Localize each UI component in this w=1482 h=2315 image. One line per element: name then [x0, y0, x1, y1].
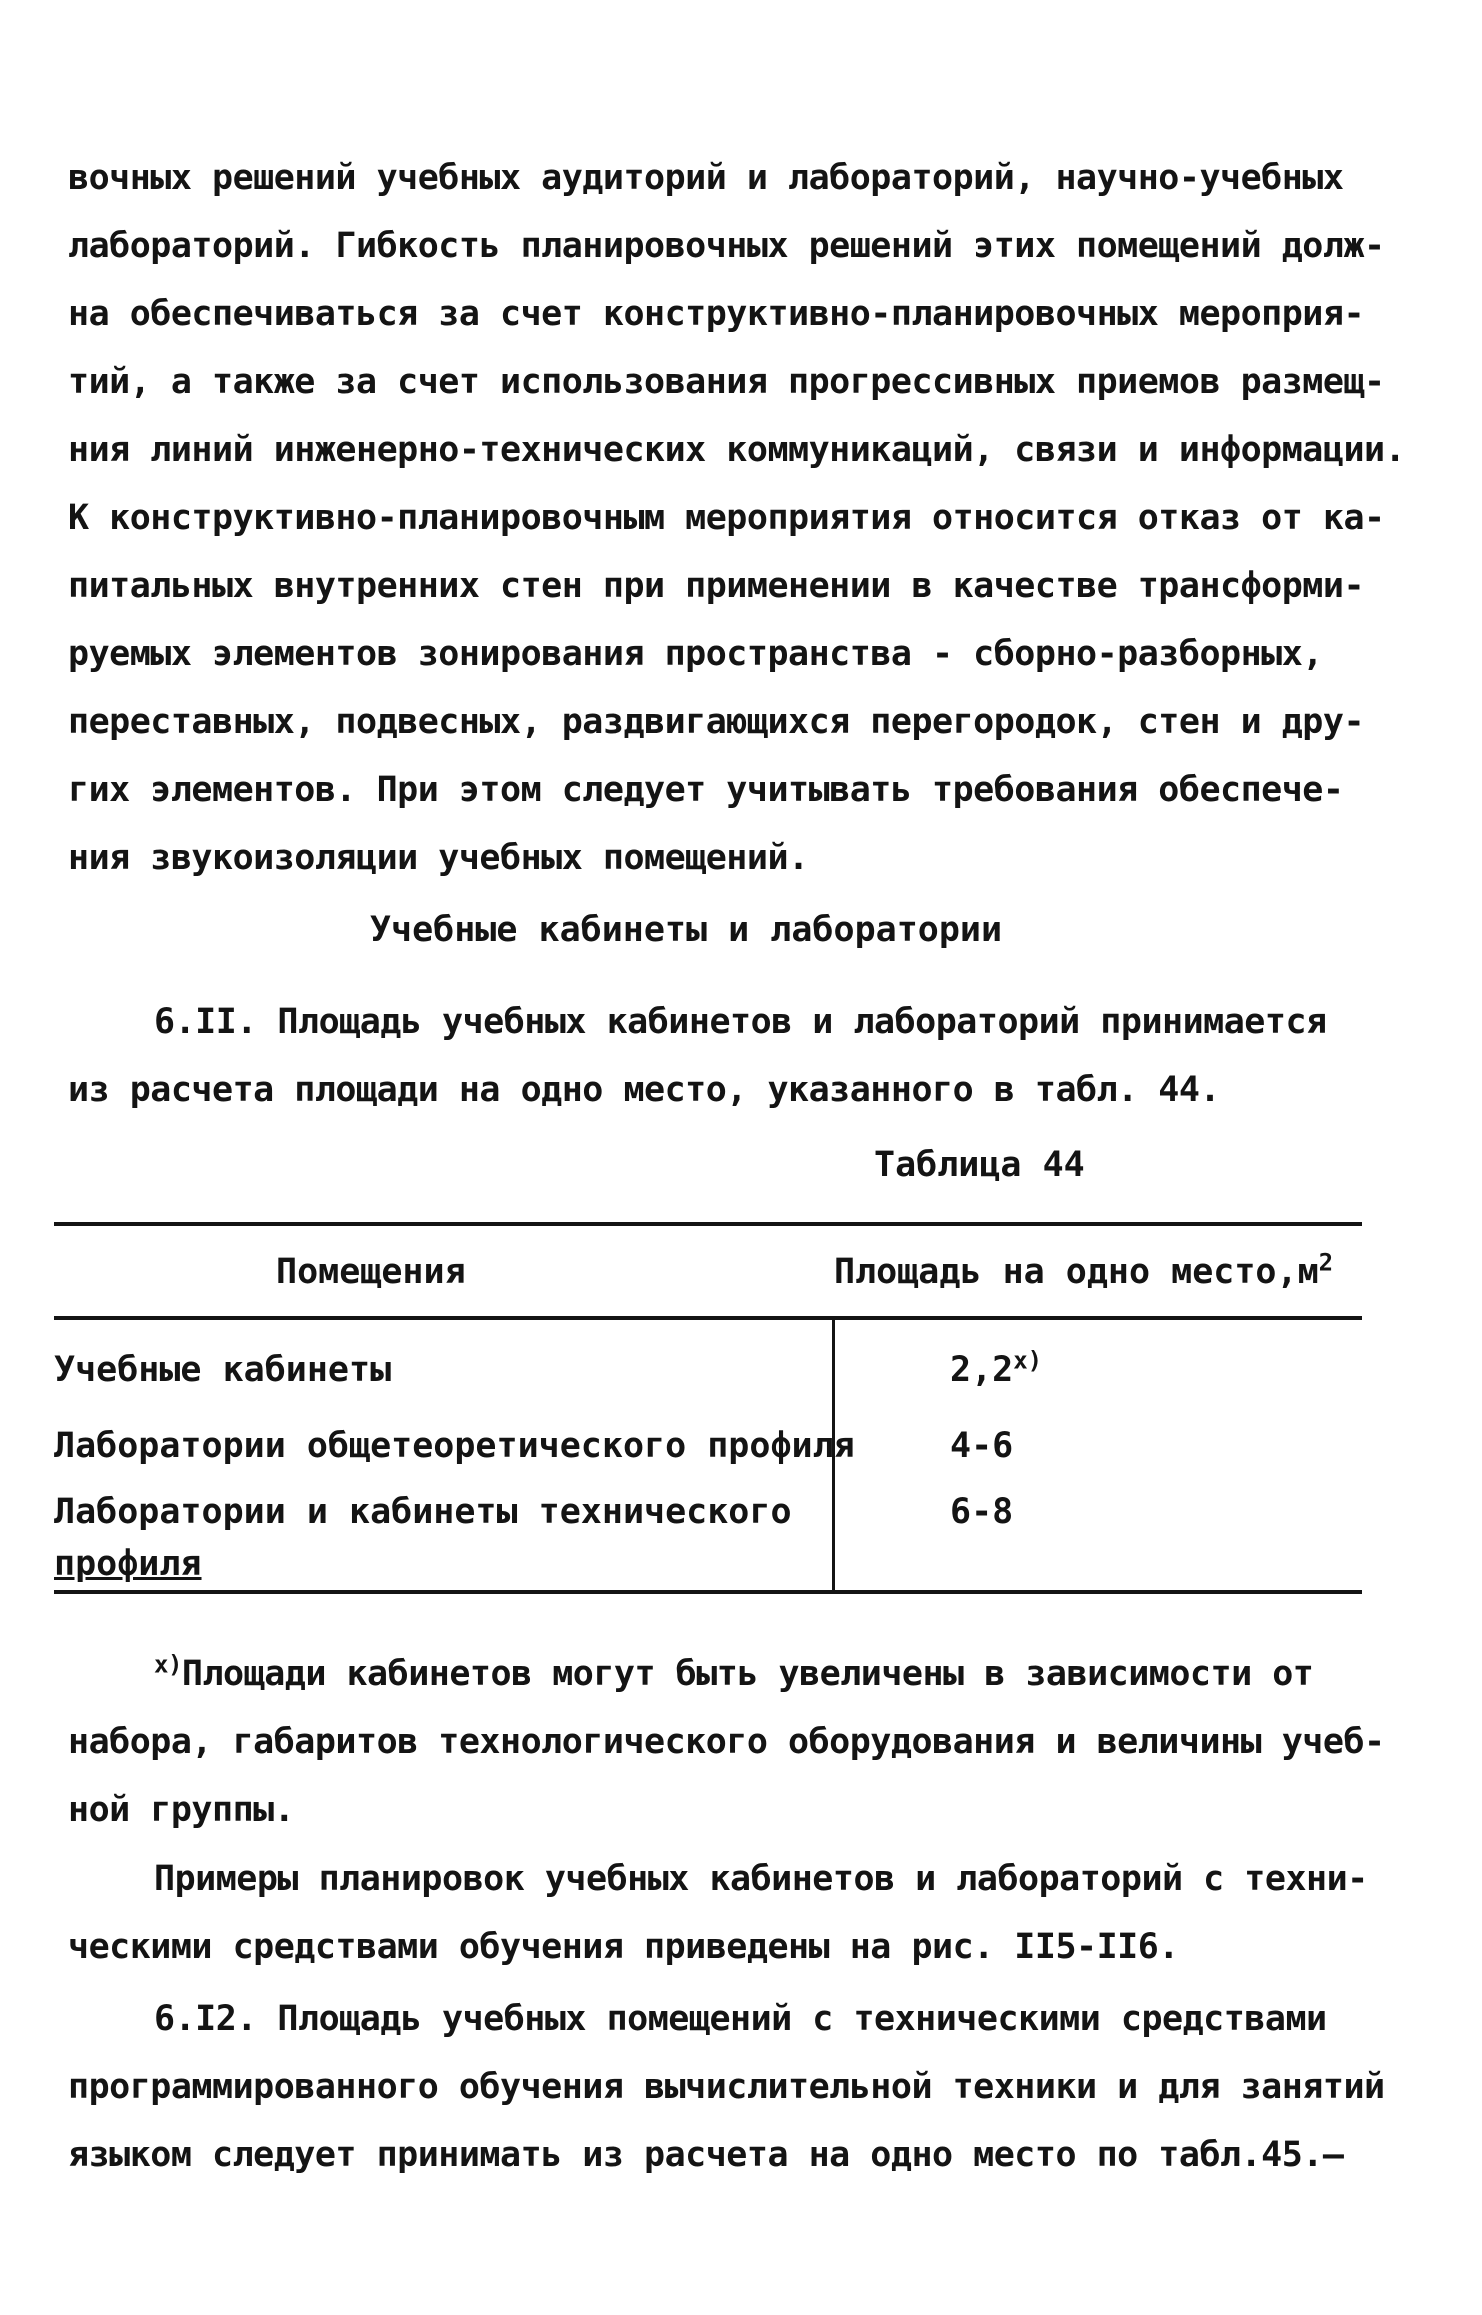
paragraph-6-11 — [68, 988, 1368, 1124]
table-caption: Таблица 44 — [874, 1145, 1085, 1185]
text-line: тий, а также за счет использования прогрессивных приемов размещ- — [68, 362, 1385, 402]
table-row-room: Учебные кабинеты — [54, 1350, 392, 1390]
table-row-room: Лаборатории общетеоретического профиля — [54, 1426, 855, 1466]
text-line: языком следует принимать из расчета на одно место по табл.45.— — [68, 2135, 1344, 2175]
text-line: питальных внутренних стен при применении в качестве трансформи- — [68, 566, 1365, 606]
table-header-rule — [54, 1316, 1362, 1320]
column-header-area-text: Площадь на одно место,м — [834, 1252, 1319, 1292]
text-line: вочных решений учебных аудиторий и лабораторий, научно-учебных — [68, 158, 1344, 198]
text-line: набора, габаритов технологического оборудования и величины учеб- — [68, 1722, 1385, 1762]
text-line: 6.I2. Площадь учебных помещений с техническими средствами — [154, 1999, 1327, 2039]
footnote-text: Площади кабинетов могут быть увеличены в зависимости от — [181, 1654, 1314, 1694]
table-44 — [54, 1222, 1362, 1596]
table-row-area — [950, 1346, 1042, 1394]
text-line: ческими средствами обучения приведены на рис. II5-II6. — [68, 1927, 1179, 1967]
text-line: ния линий инженерно-технических коммуникаций, связи и информации. — [68, 430, 1406, 470]
paragraph-examples — [68, 1845, 1368, 1981]
text-line: переставных, подвесных, раздвигающихся перегородок, стен и дру- — [68, 702, 1365, 742]
text-line: гих элементов. При этом следует учитывать требования обеспече- — [68, 770, 1344, 810]
paragraph-6-12 — [68, 1985, 1385, 2189]
column-header-area — [834, 1248, 1333, 1296]
table-row-room: Лаборатории и кабинеты технического — [54, 1492, 792, 1532]
text-line: из расчета площади на одно место, указанного в табл. 44. — [68, 1070, 1221, 1110]
table-row-area: 6-8 — [950, 1492, 1014, 1532]
footnote-marker: х) — [154, 1650, 182, 1679]
text-line: 6.II. Площадь учебных кабинетов и лабораторий принимается — [154, 1002, 1327, 1042]
text-line — [68, 1640, 1368, 1708]
column-header-rooms: Помещения — [276, 1252, 466, 1292]
paragraph-continued — [68, 144, 1406, 892]
text-line: программированного обучения вычислительной техники и для занятий — [68, 2067, 1385, 2107]
table-row-room-continued: профиля — [54, 1544, 202, 1584]
text-line: на обеспечиваться за счет конструктивно-планировочных мероприя- — [68, 294, 1365, 334]
text-line: руемых элементов зонирования пространства - сборно-разборных, — [68, 634, 1323, 674]
table-row-area: 4-6 — [950, 1426, 1014, 1466]
area-value: 2,2 — [950, 1350, 1014, 1390]
table-footnote — [68, 1640, 1385, 1844]
footnote-marker: х) — [1013, 1346, 1043, 1375]
section-heading: Учебные кабинеты и лаборатории — [369, 910, 1003, 950]
unit-superscript: 2 — [1318, 1248, 1334, 1277]
table-top-rule — [54, 1222, 1362, 1226]
text-line: ной группы. — [68, 1790, 295, 1830]
text-line: лабораторий. Гибкость планировочных решений этих помещений долж- — [68, 226, 1385, 266]
text-line: ния звукоизоляции учебных помещений. — [68, 838, 809, 878]
text-line: К конструктивно-планировочным мероприятия относится отказ от ка- — [68, 498, 1385, 538]
text-line: Примеры планировок учебных кабинетов и лабораторий с техни- — [154, 1859, 1368, 1899]
table-bottom-rule — [54, 1590, 1362, 1594]
